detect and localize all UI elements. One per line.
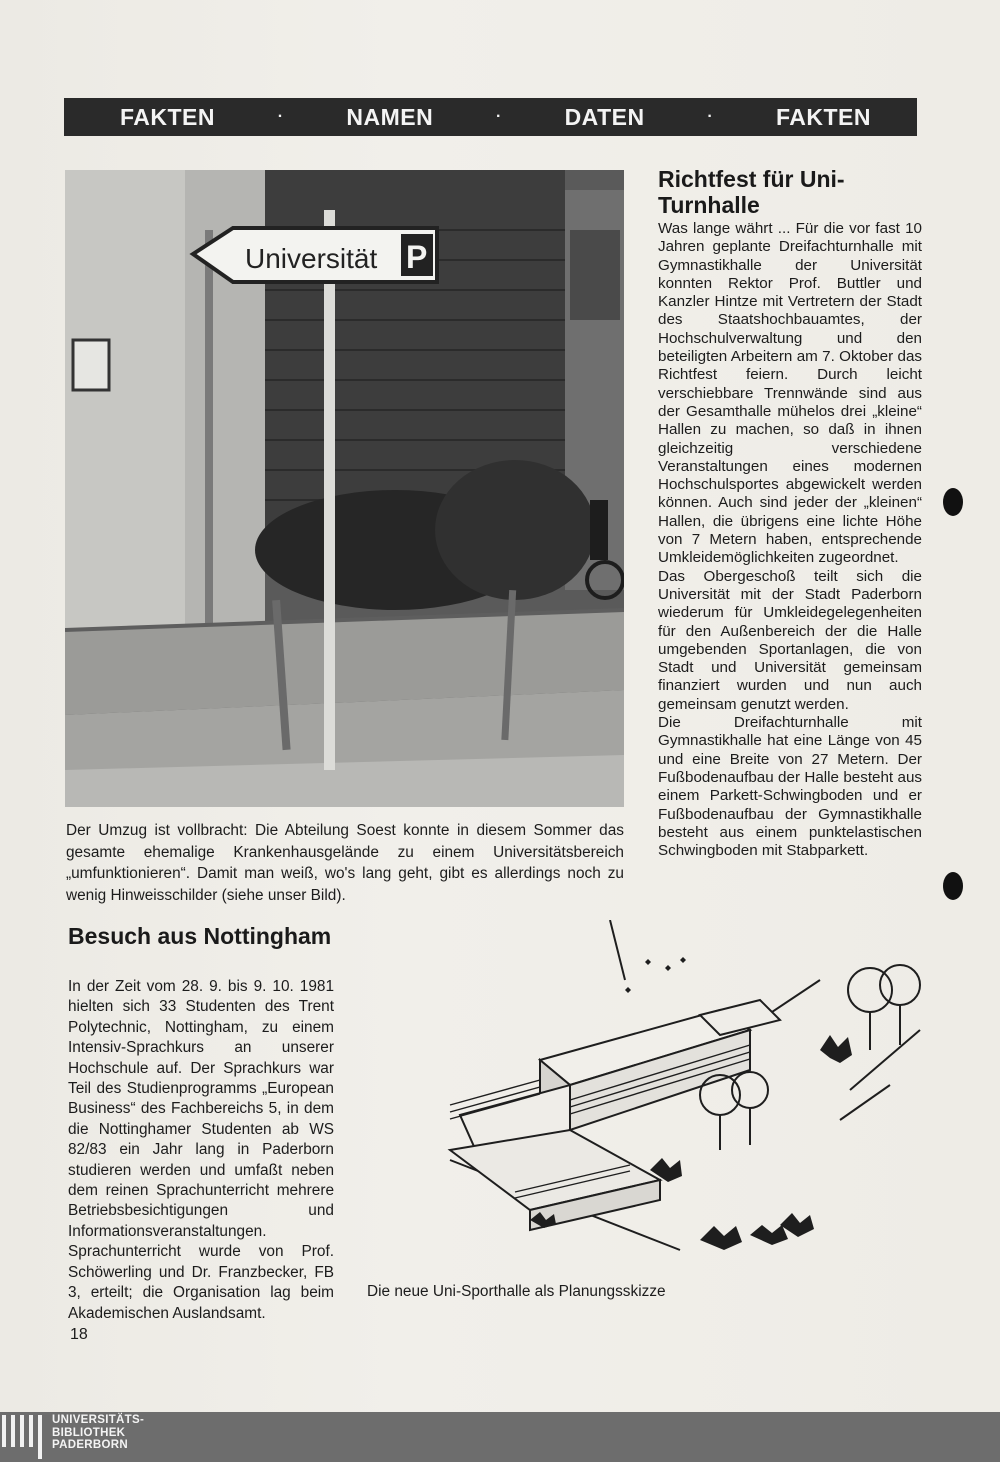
library-logo-icon: [2, 1415, 42, 1459]
article-title-richtfest: Richtfest für Uni-Turnhalle: [658, 166, 845, 218]
sign-parking-label: P: [406, 239, 428, 275]
masthead-separator: ·: [707, 108, 714, 125]
photo-caption: Der Umzug ist vollbracht: Die Abteilung Soest konnte in diesem Sommer das gesamte ehemalige Krankenhausgelände zu einem Universitätsbereich „umfunktionieren“. Damit man weiß, wo's lang geht, gibt es allerdings noch zu wenig Hinweisschilder (siehe unser Bild).: [66, 822, 624, 904]
masthead-separator: ·: [495, 108, 502, 125]
masthead-banner: [64, 98, 917, 136]
richtfest-paragraph-2: Das Obergeschoß teilt sich die Universität mit der Stadt Paderborn wiederum für Umkleidegelegenheiten für den Außenbereich der die Halle umgebenden Sportanlagen, die von Stadt und Universität gemeinsam finanziert wurden und nun auch gemeinsam genutzt werden.: [658, 567, 922, 713]
page-number: 18: [70, 1326, 88, 1343]
street-sign-photo: [65, 170, 624, 807]
sports-hall-sketch: [420, 920, 960, 1280]
masthead-item-fakten: FAKTEN: [120, 103, 215, 130]
punch-hole: [943, 488, 963, 516]
library-line-2: BIBLIOTHEK: [52, 1426, 126, 1439]
article-body-besuch: In der Zeit vom 28. 9. bis 9. 10. 1981 hielten sich 33 Studenten des Trent Polytechnic, Nottingham, zu einem Intensiv-Sprachkurs an unserer Hochschule auf. Der Sprachkurs war Teil des Studienprogramms „European Business“ des Fachbereichs 5, in dem die Nottinghamer Studenten ab WS 82/83 ein Jahr lang in Paderborn studieren werden und umfaßt neben dem reinen Sprachunterricht mehrere Betriebsbesichtigungen und Informationsveranstaltungen. Sprachunterricht wurde von Prof. Schöwerling und Dr. Franzbecker, FB 3, erteilt; die Organisation lag beim Akademischen Auslandsamt.: [68, 978, 334, 1322]
library-line-3: PADERBORN: [52, 1439, 128, 1451]
masthead-item-namen: NAMEN: [346, 103, 434, 130]
sign-label: Universität: [245, 243, 378, 274]
article-title-besuch: Besuch aus Nottingham: [68, 923, 332, 949]
library-footer: [0, 1412, 1000, 1462]
masthead-item-fakten-2: FAKTEN: [775, 103, 871, 130]
article-body-richtfest: [658, 220, 922, 860]
library-name: [52, 1414, 144, 1452]
masthead-item-daten: DATEN: [564, 103, 645, 130]
masthead-separator: ·: [277, 108, 284, 125]
library-line-1: UNIVERSITÄTS-: [52, 1414, 145, 1426]
sketch-caption: Die neue Uni-Sporthalle als Planungsskizze: [367, 1283, 666, 1300]
punch-hole: [943, 872, 963, 900]
richtfest-paragraph-1: Was lange währt ... Für die vor fast 10 Jahren geplante Dreifachturnhalle mit Gymnastikhalle der Universität konnten Rektor Prof. Buttler und Kanzler Hintze mit Vertretern der Stadt des Staatshochbauamtes, der Hochschulverwaltung und den beteiligten Arbeitern am 7. Oktober das Richtfest feiern. Durch leicht verschiebbare Trennwände sind aus der Gesamthalle mühelos drei „kleine“ Hallen zu machen, so daß in ihnen gleichzeitig verschiedene Veranstaltungen eines modernen Hochschulsportes abgewickelt werden können. Auch sind jeder der „kleinen“ Hallen, die übrigens eine lichte Höhe von 7 Metern haben, entsprechende Umkleidemöglichkeiten zugeordnet.: [658, 220, 922, 567]
richtfest-paragraph-3: Die Dreifachturnhalle mit Gymnastikhalle hat eine Länge von 45 und eine Breite von 27 Metern. Der Fußbodenaufbau der Halle besteht aus einem Parkett-Schwingboden und er Fußbodenaufbau der Gymnastikhalle besteht aus einem punktelastischen Schwingboden mit Stabparkett.: [658, 714, 922, 860]
